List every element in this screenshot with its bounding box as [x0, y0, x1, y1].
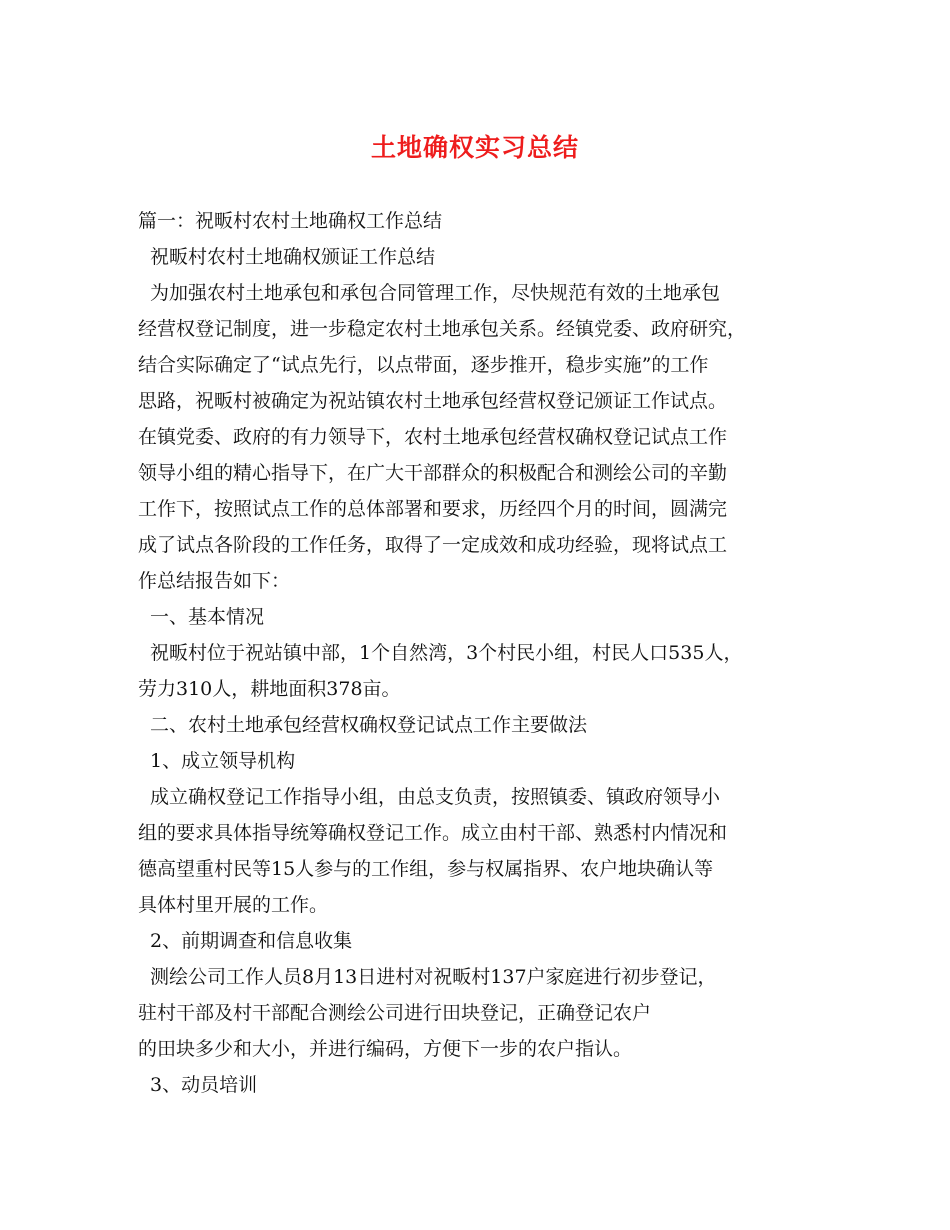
- text-line: 为加强农村土地承包和承包合同管理工作，尽快规范有效的土地承包: [150, 282, 721, 304]
- text-line: 在镇党委、政府的有力领导下，农村土地承包经营权确权登记试点工作: [138, 426, 728, 448]
- text-line: 测绘公司工作人员8月13日进村对祝畈村137户家庭进行初步登记，: [150, 966, 717, 988]
- text-line: 2、前期调查和信息收集: [150, 930, 353, 952]
- text-line: 祝畈村位于祝站镇中部，1个自然湾，3个村民小组，村民人口535人，: [150, 642, 743, 664]
- text-line: 结合实际确定了“试点先行，以点带面，逐步推开，稳步实施”的工作: [138, 354, 709, 376]
- text-line: 成立确权登记工作指导小组，由总支负责，按照镇委、镇政府领导小: [150, 786, 721, 808]
- text-line: 篇一：祝畈村农村土地确权工作总结: [138, 210, 443, 232]
- text-line: 一、基本情况: [150, 606, 265, 628]
- text-line: 3、动员培训: [150, 1074, 258, 1096]
- text-line: 的田块多少和大小，并进行编码，方便下一步的农户指认。: [138, 1038, 633, 1060]
- text-line: 具体村里开展的工作。: [138, 894, 329, 916]
- text-line: 祝畈村农村土地确权颁证工作总结: [150, 246, 436, 268]
- document-body: [138, 203, 818, 1103]
- text-line: 德高望重村民等15人参与的工作组，参与权属指界、农户地块确认等: [138, 858, 714, 880]
- text-line: 思路，祝畈村被确定为祝站镇农村土地承包经营权登记颁证工作试点。: [138, 390, 728, 412]
- text-line: 作总结报告如下：: [138, 570, 291, 592]
- text-line: 领导小组的精心指导下，在广大干部群众的积极配合和测绘公司的辛勤: [138, 462, 728, 484]
- text-line: 劳力310人，耕地面积378亩。: [138, 678, 401, 700]
- text-line: 工作下，按照试点工作的总体部署和要求，历经四个月的时间，圆满完: [138, 498, 728, 520]
- text-line: 1、成立领导机构: [150, 750, 296, 772]
- text-line: 组的要求具体指导统筹确权登记工作。成立由村干部、熟悉村内情况和: [138, 822, 728, 844]
- text-line: 二、农村土地承包经营权确权登记试点工作主要做法: [150, 714, 588, 736]
- text-line: 成了试点各阶段的工作任务，取得了一定成效和成功经验，现将试点工: [138, 534, 728, 556]
- text-line: 驻村干部及村干部配合测绘公司进行田块登记，正确登记农户: [138, 1002, 652, 1024]
- document-title: 土地确权实习总结: [370, 133, 579, 162]
- text-line: 经营权登记制度，进一步稳定农村土地承包关系。经镇党委、政府研究，: [138, 318, 747, 340]
